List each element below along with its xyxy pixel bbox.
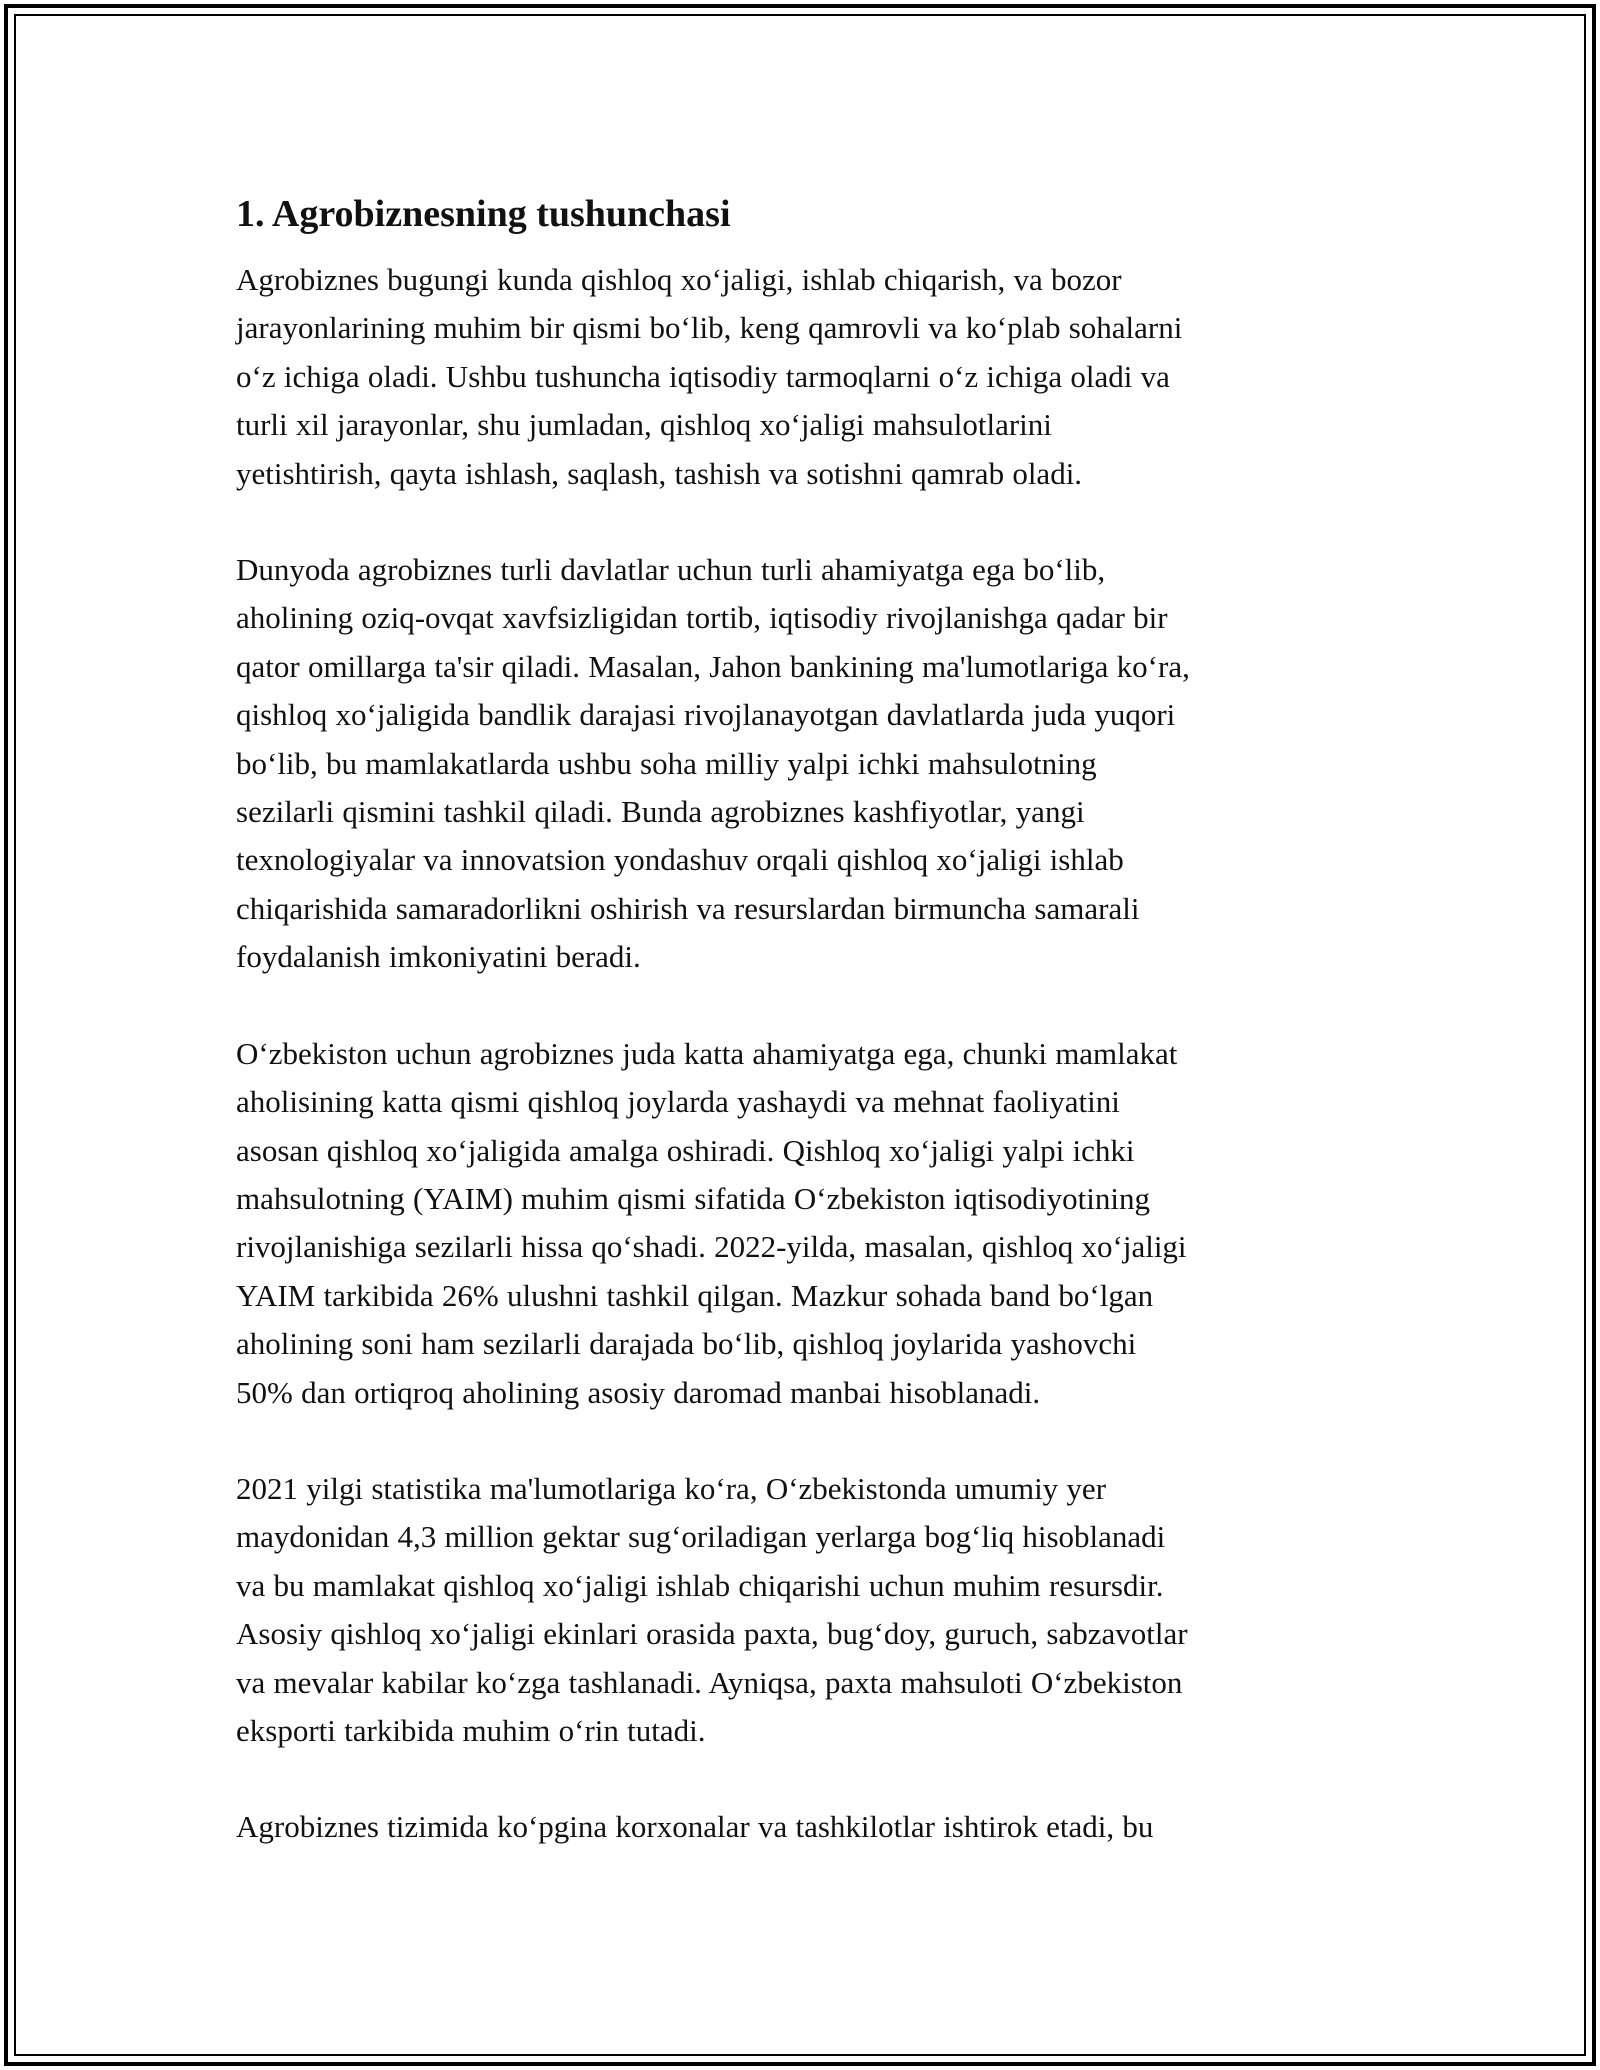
paragraph-5 [236,1803,1376,1851]
text-line: chiqarishida samaradorlikni oshirish va resurslardan birmuncha samarali [236,890,1140,926]
text-line: 2021 yilgi statistika ma'lumotlariga ko‘ra, O‘zbekistonda umumiy yer [236,1470,1107,1506]
document-body [236,186,1376,1900]
text-line: qishloq xo‘jaligida bandlik darajasi rivojlanayotgan davlatlarda juda yuqori [236,697,1176,733]
paragraph-2 [236,546,1376,982]
text-line: Dunyoda agrobiznes turli davlatlar uchun turli ahamiyatga ega bo‘lib, [236,552,1106,588]
text-line: texnologiyalar va innovatsion yondashuv orqali qishloq xo‘jaligi ishlab [236,842,1124,878]
text-line: jarayonlarining muhim bir qismi bo‘lib, keng qamrovli va ko‘plab sohalarni [236,310,1183,346]
text-line: Agrobiznes tizimida ko‘pgina korxonalar va tashkilotlar ishtirok etadi, bu [236,1809,1154,1845]
text-line: o‘z ichiga oladi. Ushbu tushuncha iqtisodiy tarmoqlarni o‘z ichiga oladi va [236,358,1170,394]
text-line: 50% dan ortiqroq aholining asosiy daromad manbai hisoblanadi. [236,1374,1041,1410]
text-line: Asosiy qishloq xo‘jaligi ekinlari orasida paxta, bug‘doy, guruch, sabzavotlar [236,1616,1188,1652]
text-line: qator omillarga ta'sir qiladi. Masalan, Jahon bankining ma'lumotlariga ko‘ra, [236,648,1190,684]
paragraph-4 [236,1465,1376,1755]
text-line: YAIM tarkibida 26% ulushni tashkil qilgan. Mazkur sohada band bo‘lgan [236,1277,1154,1313]
text-line: bo‘lib, bu mamlakatlarda ushbu soha milliy yalpi ichki mahsulotning [236,745,1097,781]
text-line: turli xil jarayonlar, shu jumladan, qishloq xo‘jaligi mahsulotlarini [236,407,1052,443]
paragraph-3 [236,1030,1376,1417]
text-line: asosan qishloq xo‘jaligida amalga oshiradi. Qishloq xo‘jaligi yalpi ichki [236,1132,1135,1168]
text-line: va mevalar kabilar ko‘zga tashlanadi. Ayniqsa, paxta mahsuloti O‘zbekiston [236,1664,1183,1700]
text-line: mahsulotning (YAIM) muhim qismi sifatida O‘zbekiston iqtisodiyotining [236,1180,1151,1216]
text-line: rivojlanishiga sezilarli hissa qo‘shadi. 2022-yilda, masalan, qishloq xo‘jaligi [236,1229,1187,1265]
text-line: Agrobiznes bugungi kunda qishloq xo‘jaligi, ishlab chiqarish, va bozor [236,262,1122,297]
text-line: O‘zbekiston uchun agrobiznes juda katta ahamiyatga ega, chunki mamlakat [236,1035,1178,1071]
text-line: foydalanish imkoniyatini beradi. [236,939,641,975]
text-line: aholining soni ham sezilarli darajada bo‘lib, qishloq joylarida yashovchi [236,1326,1137,1362]
section-heading: 1. Agrobiznesning tushunchasi [236,193,731,235]
text-line: yetishtirish, qayta ishlash, saqlash, tashish va sotishni qamrab oladi. [236,455,1083,491]
text-line: maydonidan 4,3 million gektar sug‘oriladigan yerlarga bog‘liq hisoblanadi [236,1519,1166,1555]
paragraph-1 [236,256,1376,498]
text-line: aholining oziq-ovqat xavfsizligidan tortib, iqtisodiy rivojlanishga qadar bir [236,600,1168,636]
text-line: aholisining katta qismi qishloq joylarda yashaydi va mehnat faoliyatini [236,1084,1120,1120]
text-line: eksporti tarkibida muhim o‘rin tutadi. [236,1712,706,1748]
text-line: va bu mamlakat qishloq xo‘jaligi ishlab chiqarishi uchun muhim resursdir. [236,1567,1164,1603]
text-line: sezilarli qismini tashkil qiladi. Bunda agrobiznes kashfiyotlar, yangi [236,794,1085,830]
